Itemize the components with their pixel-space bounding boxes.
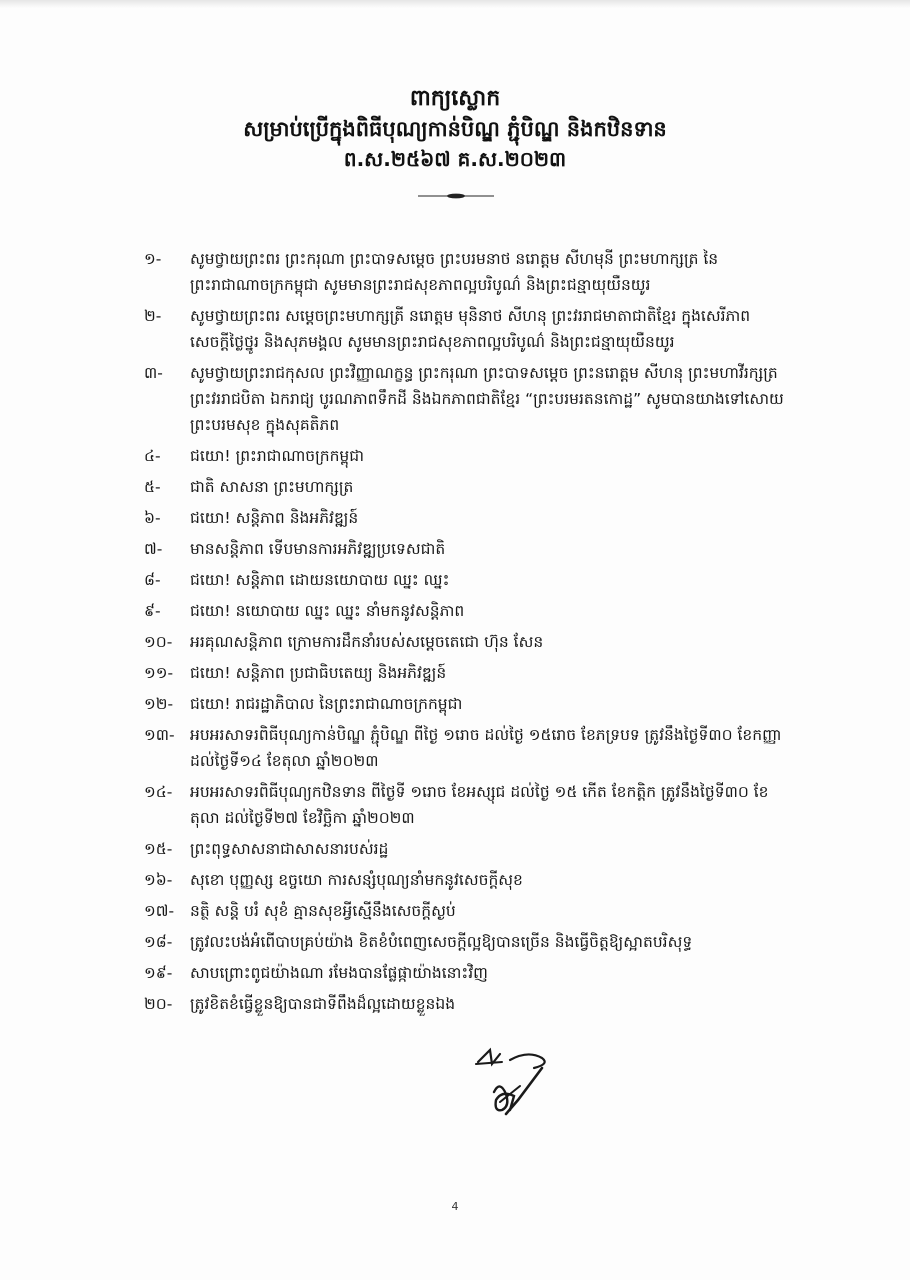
- slogan-text: ជយោ! នយោបាយ ឈ្នះ ឈ្នះ នាំមកនូវសន្តិភាព: [190, 602, 465, 620]
- slogan-item: [144, 505, 794, 531]
- document-subtitle: សម្រាប់ប្រើក្នុងពិធីបុណ្យកាន់បិណ្ឌ ភ្ជុំបិណ្ឌ និងកឋិនទាន: [243, 117, 667, 141]
- slogan-item: [144, 991, 794, 1017]
- slogan-item: [144, 598, 794, 624]
- slogan-number: ៦-: [144, 509, 161, 527]
- slogan-item: [144, 960, 794, 986]
- slogan-item: [144, 660, 794, 686]
- slogan-number: ១៦-: [144, 871, 173, 889]
- slogan-item: [144, 722, 794, 774]
- slogan-number: ១២-: [144, 695, 174, 713]
- slogan-number: ១៥-: [144, 840, 173, 858]
- slogan-text: ជាតិ សាសនា ព្រះមហាក្សត្រ: [190, 478, 354, 496]
- slogan-number: ២-: [144, 307, 162, 325]
- slogan-number: ១៣-: [144, 726, 175, 744]
- slogan-text: អរគុណសន្តិភាព ក្រោមការដឹកនាំរបស់សម្តេចតេជោ ហ៊ុន សែន: [190, 633, 544, 651]
- slogan-text: អបអរសាទរពិធីបុណ្យកឋិនទាន ពីថ្ងៃទី ១រោច ខែអស្សុជ ដល់ថ្ងៃ ១៥ កើត ខែកត្តិក ត្រូវនឹងថ្ងៃទី៣០ ខែតុលា ដល់ថ្ងៃទី២៧ ខែវិច្ឆិកា ឆ្នាំ២០២៣: [190, 783, 769, 827]
- slogan-number: ៨-: [144, 571, 161, 589]
- slogan-number: ១-: [144, 250, 162, 268]
- slogan-item: [144, 536, 794, 562]
- slogan-text: ជយោ! សន្តិភាព និងអភិវឌ្ឍន៍: [190, 509, 359, 527]
- slogan-item: [144, 474, 794, 500]
- slogan-number: ១៩-: [144, 964, 173, 982]
- handwritten-signature: [470, 1040, 560, 1120]
- slogan-number: ៤-: [144, 447, 161, 465]
- slogan-item: [144, 836, 794, 862]
- slogan-number: ៥-: [144, 478, 161, 496]
- page-number: 4: [451, 1200, 459, 1213]
- slogan-text: សុខោ បុញ្ញស្ស ឧច្ចយោ ការសន្សំបុណ្យនាំមកនូវសេចក្តីសុខ: [190, 871, 523, 889]
- slogan-number: ២០-: [144, 995, 173, 1013]
- slogan-number: ១១-: [144, 664, 174, 682]
- slogan-number: ៧-: [144, 540, 163, 558]
- slogan-text: ព្រះពុទ្ធសាសនាជាសាសនារបស់រដ្ឋ: [190, 840, 389, 858]
- slogan-text: មានសន្តិភាព ទើបមានការអភិវឌ្ឍប្រទេសជាតិ: [190, 540, 446, 558]
- slogan-number: ៣-: [144, 364, 163, 382]
- slogan-item: [144, 867, 794, 893]
- slogan-text: សូមថ្វាយព្រះពរ ព្រះករុណា ព្រះបាទសម្តេច ព្រះបរមនាថ នរោត្តម សីហមុនី ព្រះមហាក្សត្រ នៃព្រះរាជាណាចក្រកម្ពុជា សូមមានព្រះរាជសុខភាពល្អបរិបូណ៌ និងព្រះជន្មាយុយឺនយូរ: [190, 250, 719, 294]
- slogan-item: [144, 246, 794, 298]
- slogan-text: ត្រូវលះបង់អំពើបាបគ្រប់យ៉ាង ខិតខំបំពេញសេចក្តីល្អឱ្យបានច្រើន និងធ្វើចិត្តឱ្យស្អាតបរិសុទ្ធ: [190, 933, 693, 951]
- document-heading: [0, 84, 910, 174]
- slogan-item: [144, 898, 794, 924]
- slogan-number: ១០-: [144, 633, 173, 651]
- slogan-text: ជយោ! សន្តិភាព ដោយនយោបាយ ឈ្នះ ឈ្នះ: [190, 571, 450, 589]
- slogan-text: ត្រូវខិតខំធ្វើខ្លួនឱ្យបានជាទីពឹងដ៏ល្អដោយខ្លួនឯង: [190, 995, 456, 1013]
- slogan-item: [144, 567, 794, 593]
- slogan-text: សូមថ្វាយព្រះពរ សម្តេចព្រះមហាក្សត្រី នរោត្តម មុនិនាថ សីហនុ ព្រះវររាជមាតាជាតិខ្មែរ ក្នុងសេរីភាព សេចក្តីថ្លៃថ្នូរ និងសុភមង្គល សូមមានព្រះរាជសុខភាពល្អបរិបូណ៌ និងព្រះជន្មាយុយឺនយូរ: [190, 307, 751, 351]
- slogan-item: [144, 303, 794, 355]
- slogan-item: [144, 360, 794, 438]
- slogan-number: ១៤-: [144, 783, 173, 801]
- slogan-number: ៩-: [144, 602, 161, 620]
- slogan-item: [144, 929, 794, 955]
- scan-edge-shadow: [0, 0, 910, 8]
- slogan-text: សូមថ្វាយព្រះរាជកុសល ព្រះវិញ្ញាណក្ខន្ធ ព្រះករុណា ព្រះបាទសម្តេច ព្រះនរោត្តម សីហនុ ព្រះមហាវីរក្សត្រ ព្រះវររាជបិតា ឯករាជ្យ បូរណភាពទឹកដី និងឯកភាពជាតិខ្មែរ “ព្រះបរមរតនកោដ្ឋ” សូមបានយាងទៅសោយព្រះបរមសុខ ក្នុងសុគតិភព: [190, 364, 784, 434]
- document-date: ព.ស.២៥៦៧ គ.ស.២០២៣: [343, 147, 567, 171]
- slogan-item: [144, 443, 794, 469]
- document-title: ពាក្យស្លោក: [409, 86, 501, 111]
- slogan-text: ជយោ! ព្រះរាជាណាចក្រកម្ពុជា: [190, 447, 365, 465]
- slogan-item: [144, 691, 794, 717]
- slogan-list: [144, 246, 794, 1022]
- slogan-text: ជយោ! រាជរដ្ឋាភិបាល នៃព្រះរាជាណាចក្រកម្ពុជា: [190, 695, 463, 713]
- slogan-text: សាបព្រោះពូជយ៉ាងណា រមែងបានផ្លែផ្កាយ៉ាងនោះវិញ: [190, 964, 488, 982]
- slogan-text: នត្ថិ សន្តិ បរំ សុខំ គ្មានសុខអ្វីស្មើនឹងសេចក្តីស្ងប់: [190, 902, 456, 920]
- slogan-number: ១៨-: [144, 933, 173, 951]
- slogan-text: ជយោ! សន្តិភាព ប្រជាធិបតេយ្យ និងអភិវឌ្ឍន៍: [190, 664, 447, 682]
- slogan-item: [144, 629, 794, 655]
- slogan-item: [144, 779, 794, 831]
- slogan-text: អបអរសាទរពិធីបុណ្យកាន់បិណ្ឌ ភ្ជុំបិណ្ឌ ពីថ្ងៃ ១រោច ដល់ថ្ងៃ ១៥រោច ខែភទ្របទ ត្រូវនឹងថ្ងៃទី៣០ ខែកញ្ញា ដល់ថ្ងៃទី១៤ ខែតុលា ឆ្នាំ២០២៣: [190, 726, 782, 770]
- title-divider-ornament: [418, 192, 494, 200]
- slogan-number: ១៧-: [144, 902, 175, 920]
